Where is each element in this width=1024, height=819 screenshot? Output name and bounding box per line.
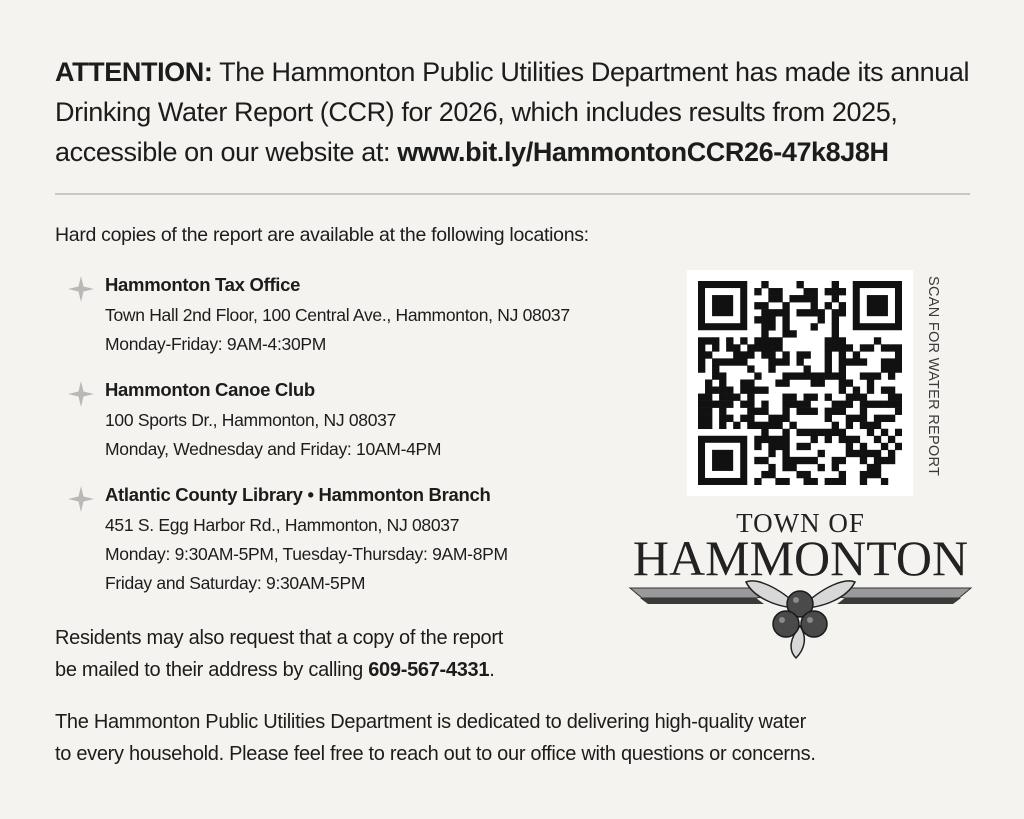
location-hours: Monday, Wednesday and Friday: 10AM-4PM — [105, 439, 442, 459]
location-address: 451 S. Egg Harbor Rd., Hammonton, NJ 08037 — [105, 515, 460, 535]
mail-line-2: be mailed to their address by calling — [55, 659, 369, 681]
closing-line-2: to every household. Please feel free to reach out to our office with questions or concerns. — [55, 743, 816, 765]
logo-line-2: HAMMONTON — [632, 530, 969, 586]
notice-line-2: Drinking Water Report (CCR) for 2026, which includes results from 2025, — [55, 97, 898, 127]
notice-line-1: The Hammonton Public Utilities Department has made its annual — [212, 57, 970, 87]
report-url-link[interactable]: www.bit.ly/HammontonCCR26-47k8J8H — [397, 137, 889, 167]
location-hours: Monday-Friday: 9AM-4:30PM — [105, 334, 327, 354]
location-address: Town Hall 2nd Floor, 100 Central Ave., Hammonton, NJ 08037 — [105, 305, 570, 325]
town-logo — [628, 508, 973, 658]
mail-line-1: Residents may also request that a copy of the report — [55, 627, 503, 649]
divider — [55, 193, 970, 195]
location-name: Atlantic County Library • Hammonton Branch — [105, 484, 491, 505]
sparkle-bullet-icon — [68, 276, 94, 302]
logo-line-1: TOWN OF — [736, 508, 865, 538]
blueberry-emblem-icon — [628, 568, 973, 660]
locations-intro: Hard copies of the report are available at the following locations: — [55, 224, 589, 246]
closing-line-1: The Hammonton Public Utilities Department is dedicated to delivering high-quality water — [55, 711, 806, 733]
location-hours: Monday: 9:30AM-5PM, Tuesday-Thursday: 9AM-8PM — [105, 544, 508, 564]
notice-line-3: accessible on our website at: — [55, 137, 398, 167]
location-name: Hammonton Canoe Club — [105, 379, 315, 400]
location-name: Hammonton Tax Office — [105, 274, 301, 295]
mail-period: . — [489, 659, 495, 681]
sparkle-bullet-icon — [68, 381, 94, 407]
sparkle-bullet-icon — [68, 486, 94, 512]
qr-code[interactable] — [687, 270, 913, 496]
location-hours-weekend: Friday and Saturday: 9:30AM-5PM — [105, 573, 366, 593]
closing-statement — [55, 706, 975, 770]
mail-request — [55, 622, 615, 686]
qr-code-icon — [698, 281, 902, 485]
attention-notice — [55, 52, 975, 172]
attention-label: ATTENTION: — [55, 57, 213, 87]
location-address: 100 Sports Dr., Hammonton, NJ 08037 — [105, 410, 397, 430]
qr-caption: SCAN FOR WATER REPORT — [925, 276, 941, 477]
phone-number[interactable]: 609-567-4331 — [368, 659, 490, 681]
